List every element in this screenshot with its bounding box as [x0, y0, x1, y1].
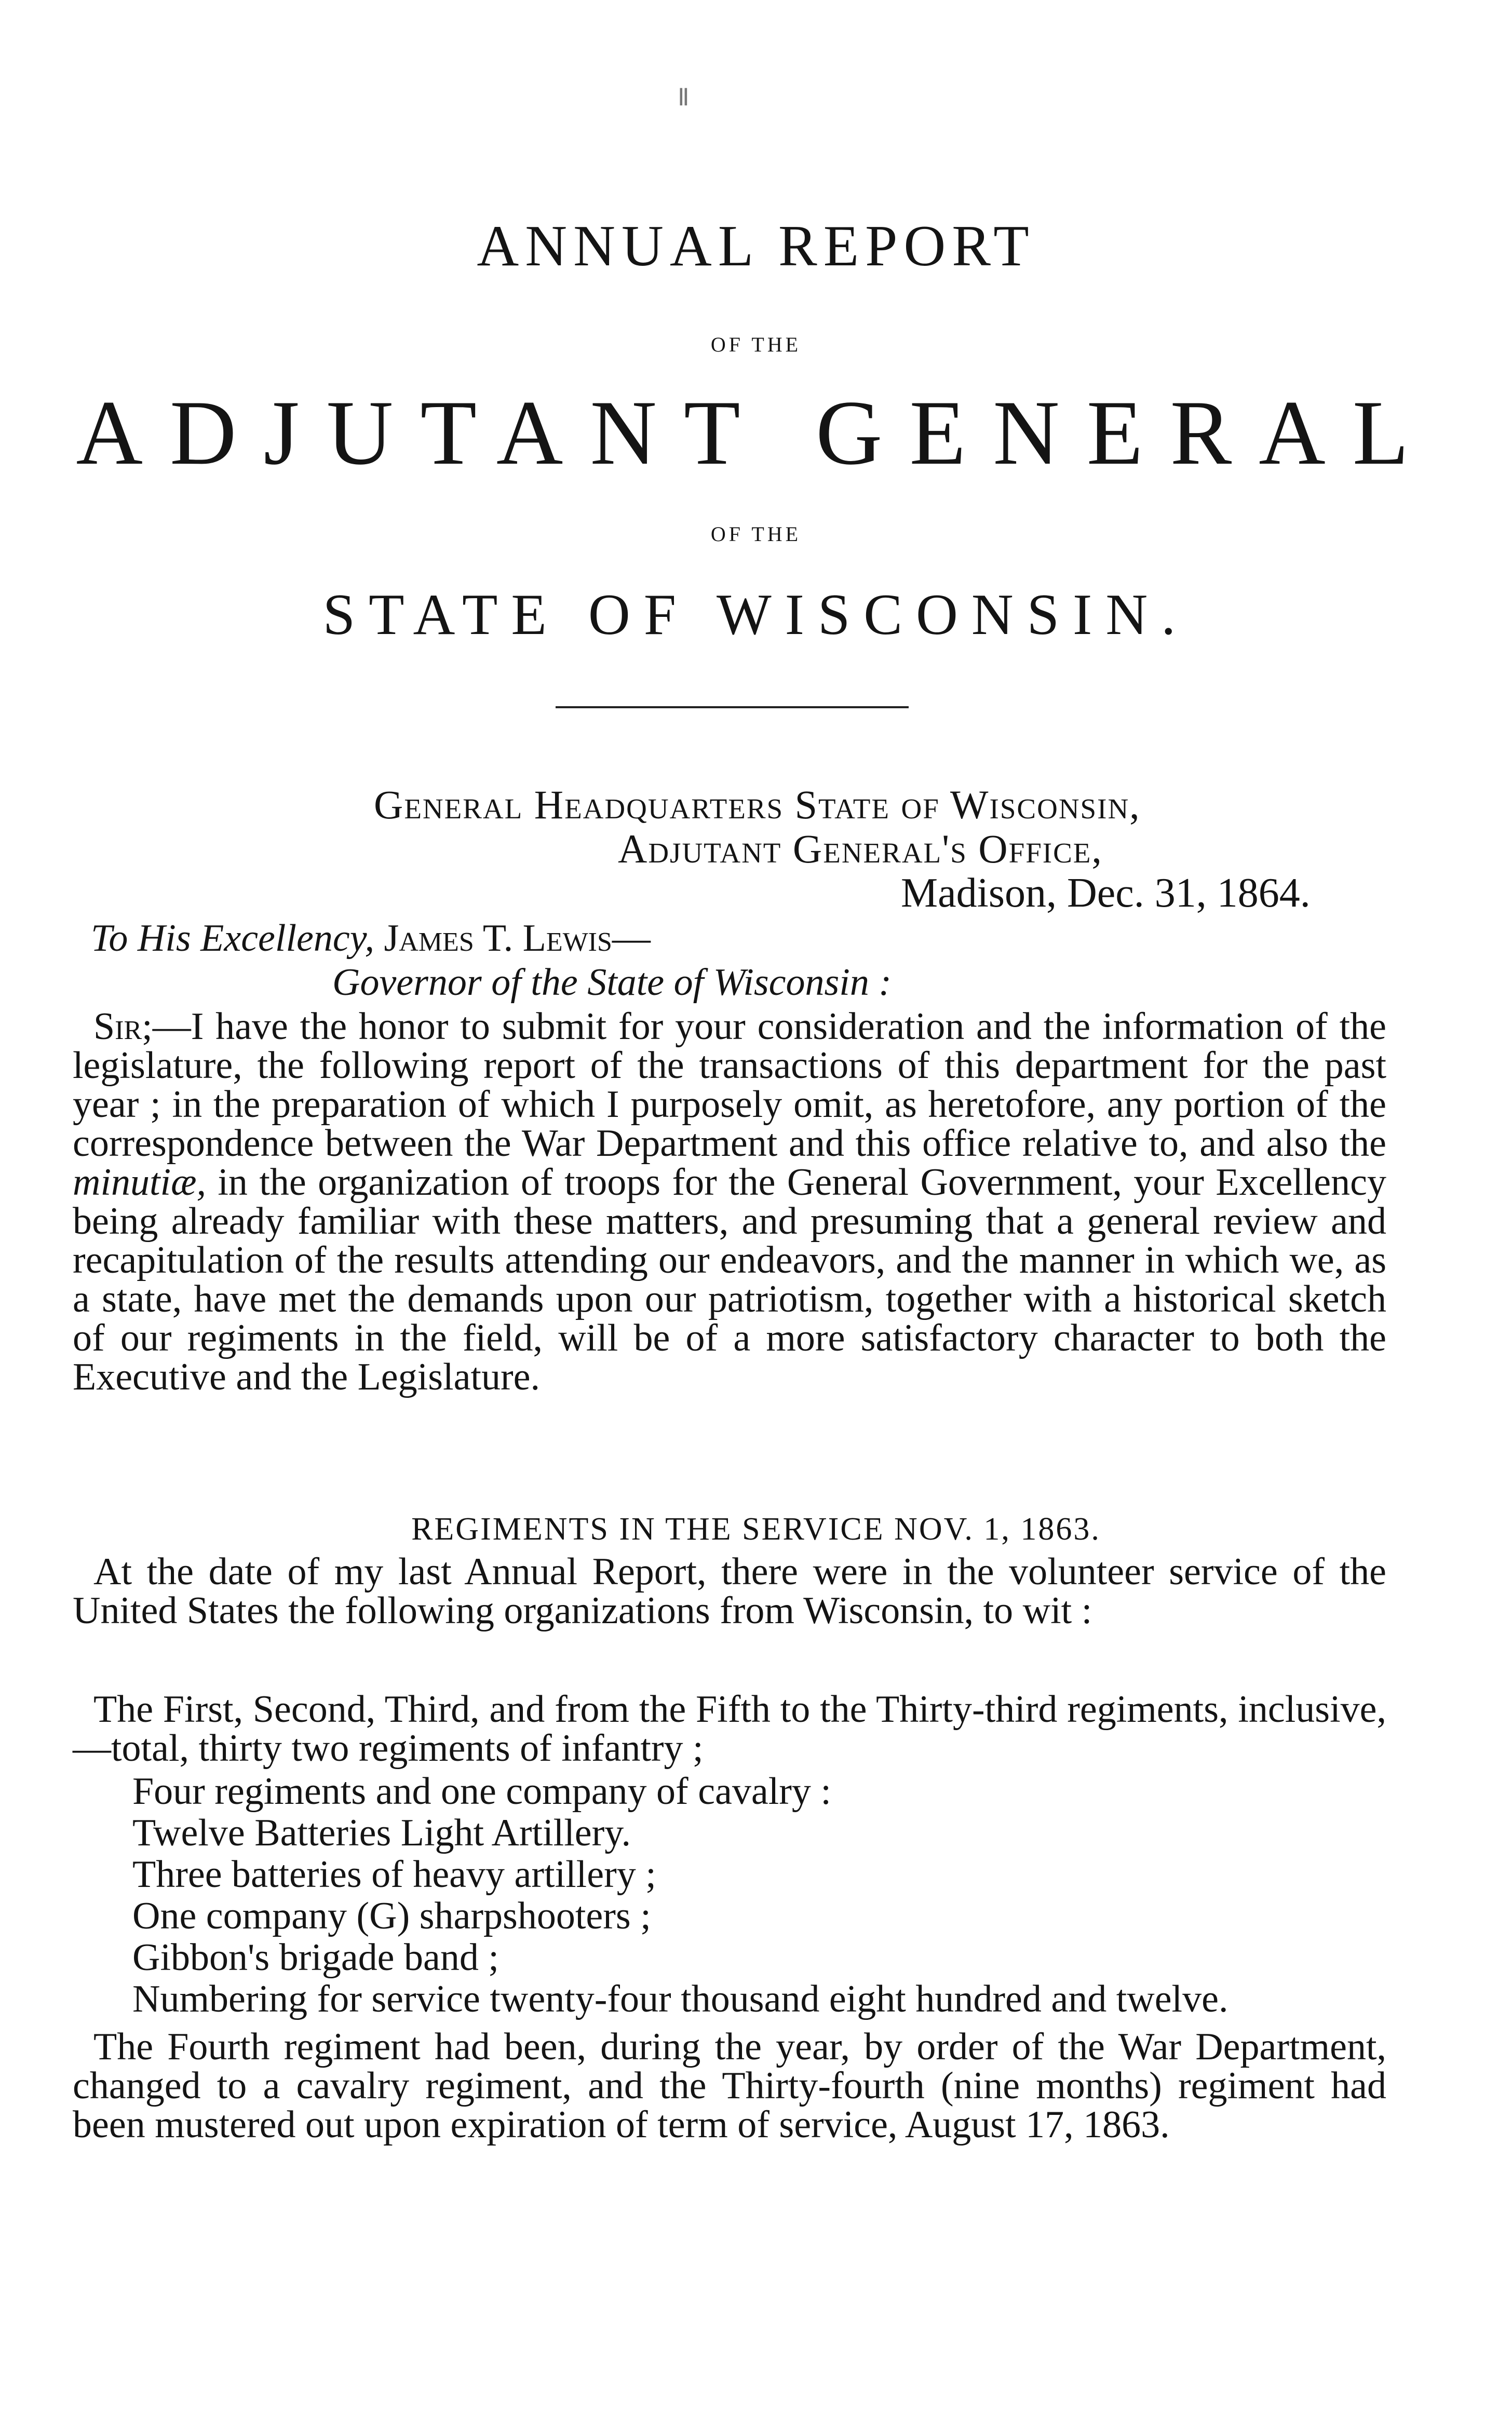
title-divider-rule: [556, 706, 909, 708]
sir-word: Sir: [93, 1005, 142, 1048]
paragraph-introduction: [73, 1007, 1386, 1397]
paragraph-last-report: At the date of my last Annual Report, there were in the volunteer service of the United States the following organizations from Wisconsin, to wit :: [73, 1550, 1386, 1632]
salutation-prefix: To His Excellency,: [91, 917, 384, 960]
minutiae-word: minutiæ,: [73, 1161, 206, 1204]
list-item: Four regiments and one company of cavalry :: [132, 1770, 831, 1813]
heading-headquarters: General Headquarters State of Wisconsin,: [374, 782, 1141, 827]
paragraph-introduction-text-b: in the organization of troops for the General Government, your Excellency being already familiar with these matters, and presuming that a general review and recapitulation of the results attending our endeavors, and the manner in which we, as a state, have met the demands upon our patriotism, together with a historical sketch of our regiments in the field, will be of a more satisfactory character to both the Executive and the Legislature.: [73, 1161, 1386, 1398]
heading-place-date: Madison, Dec. 31, 1864.: [901, 870, 1311, 916]
title-of-the-1: OF THE: [710, 333, 802, 356]
heading-office: Adjutant General's Office,: [618, 826, 1103, 871]
section-heading-regiments: REGIMENTS IN THE SERVICE NOV. 1, 1863.: [411, 1512, 1101, 1547]
paragraph-introduction-text-a: ;—I have the honor to submit for your consideration and the information of the legislature, the following report of the transactions of this department for the past year ; in the preparation of which I purposely omit, as heretofore, any portion of the correspondence between the War Department and this office relative to, and also the: [73, 1005, 1386, 1165]
salutation-title: Governor of the State of Wisconsin :: [332, 961, 892, 1004]
salutation-name: James T. Lewis: [384, 917, 612, 960]
salutation-addressee: [91, 916, 651, 961]
title-annual-report: ANNUAL REPORT: [477, 214, 1035, 278]
salutation-dash: —: [612, 917, 651, 960]
title-adjutant-general: ADJUTANT GENERAL: [76, 381, 1436, 484]
title-state-of-wisconsin: STATE OF WISCONSIN.: [322, 583, 1190, 647]
title-of-the-2: OF THE: [710, 522, 802, 546]
list-item: Numbering for service twenty-four thousand eight hundred and twelve.: [132, 1978, 1228, 2020]
list-item: One company (G) sharpshooters ;: [132, 1895, 651, 1937]
organizations-list: [132, 1771, 1228, 2020]
list-item: Twelve Batteries Light Artillery.: [132, 1812, 631, 1854]
page-folio-mark: Ⅱ: [678, 84, 690, 111]
list-item: Three batteries of heavy artillery ;: [132, 1853, 656, 1896]
list-item: Gibbon's brigade band ;: [132, 1936, 499, 1979]
paragraph-fourth-regiment: The Fourth regiment had been, during the year, by order of the War Department, changed to a cavalry regiment, and the Thirty-fourth (nine months) regiment had been mustered out upon expiration of term of service, August 17, 1863.: [73, 2026, 1386, 2146]
paragraph-infantry: The First, Second, Third, and from the Fifth to the Thirty-third regiments, inclusive,—total, thirty two regiments of infantry ;: [73, 1688, 1386, 1770]
